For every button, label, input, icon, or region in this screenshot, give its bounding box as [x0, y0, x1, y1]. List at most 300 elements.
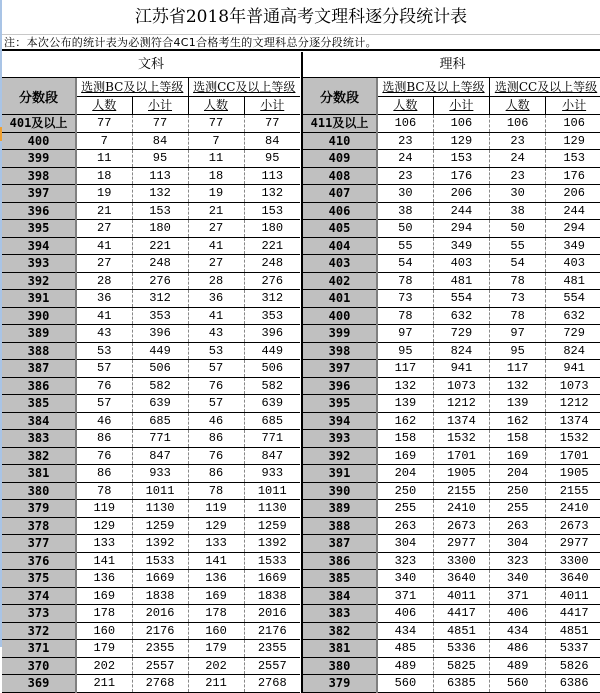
cc-count-cell: 55 — [490, 237, 546, 255]
bc-count-cell: 76 — [76, 447, 132, 465]
score-segment-cell: 390 — [2, 307, 76, 325]
bc-subtotal-cell: 176 — [433, 167, 489, 185]
table-row — [303, 465, 600, 483]
score-segment-cell: 386 — [2, 377, 76, 395]
bc-count-cell: 28 — [76, 272, 132, 290]
table-row — [303, 360, 600, 378]
bc-count-cell: 18 — [76, 167, 132, 185]
cc-subtotal-cell: 1669 — [244, 570, 300, 588]
table-row — [2, 535, 300, 553]
bc-count-cell: 169 — [76, 587, 132, 605]
score-segment-cell: 396 — [2, 202, 76, 220]
table-row — [2, 150, 300, 168]
table-row — [2, 132, 300, 150]
bc-subtotal-cell: 129 — [433, 132, 489, 150]
cc-subtotal-cell: 106 — [546, 115, 600, 133]
cc-subtotal-cell: 180 — [244, 220, 300, 238]
cc-subtotal-cell: 6386 — [546, 675, 600, 693]
table-row — [2, 377, 300, 395]
table-row — [303, 552, 600, 570]
bc-subtotal-cell: 349 — [433, 237, 489, 255]
cc-count-cell: 27 — [188, 255, 244, 273]
bc-count-cell: 119 — [76, 500, 132, 518]
subtotal-header: 小计 — [433, 97, 489, 115]
bc-subtotal-cell: 221 — [132, 237, 188, 255]
score-segment-cell: 388 — [303, 517, 377, 535]
cc-count-cell: 304 — [490, 535, 546, 553]
cc-subtotal-cell: 248 — [244, 255, 300, 273]
cc-subtotal-cell: 1259 — [244, 517, 300, 535]
table-row — [303, 220, 600, 238]
score-segment-cell: 371 — [2, 640, 76, 658]
table-row — [303, 605, 600, 623]
score-segment-header: 分数段 — [2, 78, 76, 115]
score-segment-cell: 373 — [2, 605, 76, 623]
cc-subtotal-cell: 1374 — [546, 412, 600, 430]
score-segment-cell: 369 — [2, 675, 76, 693]
cc-subtotal-cell: 84 — [244, 132, 300, 150]
subtotal-header: 小计 — [244, 97, 300, 115]
table-note: 注：本次公布的统计表为必测符合4C1合格考生的文理科总分逐分段统计。 — [2, 34, 600, 51]
cc-subtotal-cell: 294 — [546, 220, 600, 238]
score-segment-cell: 380 — [303, 657, 377, 675]
table-row — [2, 465, 300, 483]
score-segment-cell: 370 — [2, 657, 76, 675]
cc-subtotal-cell: 1838 — [244, 587, 300, 605]
cc-subtotal-cell: 4851 — [546, 622, 600, 640]
cc-count-cell: 50 — [490, 220, 546, 238]
cc-count-cell: 54 — [490, 255, 546, 273]
cc-count-cell: 23 — [490, 132, 546, 150]
group-bc-header: 选测BC及以上等级 — [76, 78, 188, 97]
table-row — [2, 185, 300, 203]
bc-subtotal-cell: 639 — [132, 395, 188, 413]
bc-subtotal-cell: 153 — [132, 202, 188, 220]
bc-count-cell: 54 — [377, 255, 433, 273]
cc-count-cell: 53 — [188, 342, 244, 360]
table-row — [303, 430, 600, 448]
bc-count-cell: 57 — [76, 360, 132, 378]
cc-subtotal-cell: 95 — [244, 150, 300, 168]
bc-subtotal-cell: 2768 — [132, 675, 188, 693]
table-row — [2, 587, 300, 605]
cc-count-cell: 77 — [188, 115, 244, 133]
cc-subtotal-cell: 1212 — [546, 395, 600, 413]
cc-count-cell: 255 — [490, 500, 546, 518]
cc-subtotal-cell: 685 — [244, 412, 300, 430]
cc-subtotal-cell: 153 — [244, 202, 300, 220]
group-bc-header: 选测BC及以上等级 — [377, 78, 490, 97]
wenke-title: 文科 — [2, 52, 300, 78]
table-row — [2, 167, 300, 185]
bc-subtotal-cell: 312 — [132, 290, 188, 308]
cc-subtotal-cell: 353 — [244, 307, 300, 325]
score-segment-cell: 384 — [303, 587, 377, 605]
score-segment-cell: 396 — [303, 377, 377, 395]
score-segment-cell: 399 — [2, 150, 76, 168]
cc-subtotal-cell: 824 — [546, 342, 600, 360]
bc-count-cell: 27 — [76, 255, 132, 273]
bc-count-cell: 30 — [377, 185, 433, 203]
bc-count-cell: 434 — [377, 622, 433, 640]
score-segment-cell: 382 — [303, 622, 377, 640]
bc-subtotal-cell: 4851 — [433, 622, 489, 640]
cc-count-cell: 132 — [490, 377, 546, 395]
score-segment-cell: 381 — [303, 640, 377, 658]
bc-count-cell: 23 — [377, 167, 433, 185]
score-segment-cell: 381 — [2, 465, 76, 483]
bc-count-cell: 73 — [377, 290, 433, 308]
table-row — [303, 377, 600, 395]
bc-subtotal-cell: 2410 — [433, 500, 489, 518]
bc-count-cell: 406 — [377, 605, 433, 623]
table-row — [2, 272, 300, 290]
group-cc-header: 选测CC及以上等级 — [188, 78, 300, 97]
cc-subtotal-cell: 1701 — [546, 447, 600, 465]
bc-count-cell: 263 — [377, 517, 433, 535]
bc-subtotal-cell: 5336 — [433, 640, 489, 658]
bc-count-cell: 162 — [377, 412, 433, 430]
bc-subtotal-cell: 294 — [433, 220, 489, 238]
table-row — [2, 202, 300, 220]
cc-count-cell: 86 — [188, 430, 244, 448]
table-row — [303, 167, 600, 185]
bc-count-cell: 77 — [76, 115, 132, 133]
cc-count-cell: 133 — [188, 535, 244, 553]
score-segment-cell: 375 — [2, 570, 76, 588]
bc-subtotal-cell: 353 — [132, 307, 188, 325]
score-segment-cell: 405 — [303, 220, 377, 238]
score-segment-cell: 380 — [2, 482, 76, 500]
cc-subtotal-cell: 3300 — [546, 552, 600, 570]
bc-count-cell: 41 — [76, 237, 132, 255]
wenke-rows — [2, 115, 300, 693]
score-segment-cell: 404 — [303, 237, 377, 255]
cc-count-cell: 86 — [188, 465, 244, 483]
cc-count-cell: 23 — [490, 167, 546, 185]
score-segment-cell: 382 — [2, 447, 76, 465]
cc-count-cell: 97 — [490, 325, 546, 343]
score-segment-cell: 393 — [2, 255, 76, 273]
cc-count-cell: 169 — [490, 447, 546, 465]
bc-count-cell: 202 — [76, 657, 132, 675]
cc-count-cell: 38 — [490, 202, 546, 220]
bc-subtotal-cell: 403 — [433, 255, 489, 273]
bc-subtotal-cell: 632 — [433, 307, 489, 325]
score-segment-cell: 377 — [2, 535, 76, 553]
cc-subtotal-cell: 1392 — [244, 535, 300, 553]
score-segment-cell: 392 — [303, 447, 377, 465]
cc-count-cell: 162 — [490, 412, 546, 430]
bc-count-cell: 250 — [377, 482, 433, 500]
bc-subtotal-cell: 106 — [433, 115, 489, 133]
score-segment-cell: 390 — [303, 482, 377, 500]
score-segment-cell: 391 — [2, 290, 76, 308]
bc-subtotal-cell: 1701 — [433, 447, 489, 465]
cc-subtotal-cell: 5826 — [546, 657, 600, 675]
score-segment-header: 分数段 — [303, 78, 377, 115]
score-segment-cell: 402 — [303, 272, 377, 290]
score-segment-cell: 393 — [303, 430, 377, 448]
bc-count-cell: 53 — [76, 342, 132, 360]
bc-count-cell: 43 — [76, 325, 132, 343]
cc-subtotal-cell: 1073 — [546, 377, 600, 395]
table-row — [303, 395, 600, 413]
table-row — [303, 412, 600, 430]
bc-subtotal-cell: 153 — [433, 150, 489, 168]
score-segment-cell: 406 — [303, 202, 377, 220]
bc-subtotal-cell: 941 — [433, 360, 489, 378]
bc-count-cell: 19 — [76, 185, 132, 203]
cc-count-cell: 76 — [188, 447, 244, 465]
table-row — [303, 622, 600, 640]
bc-subtotal-cell: 824 — [433, 342, 489, 360]
table-row — [2, 517, 300, 535]
bc-subtotal-cell: 132 — [132, 185, 188, 203]
bc-subtotal-cell: 1130 — [132, 500, 188, 518]
bc-subtotal-cell: 248 — [132, 255, 188, 273]
cc-subtotal-cell: 2768 — [244, 675, 300, 693]
cc-count-cell: 211 — [188, 675, 244, 693]
bc-count-cell: 139 — [377, 395, 433, 413]
bc-count-cell: 132 — [377, 377, 433, 395]
wenke-table — [2, 78, 300, 693]
cc-subtotal-cell: 244 — [546, 202, 600, 220]
count-header: 人数 — [76, 97, 132, 115]
cc-count-cell: 24 — [490, 150, 546, 168]
score-segment-cell: 395 — [2, 220, 76, 238]
table-row — [2, 307, 300, 325]
bc-subtotal-cell: 2355 — [132, 640, 188, 658]
cc-count-cell: 204 — [490, 465, 546, 483]
bc-count-cell: 179 — [76, 640, 132, 658]
score-segment-cell: 379 — [2, 500, 76, 518]
cc-count-cell: 78 — [490, 307, 546, 325]
score-segment-cell: 403 — [303, 255, 377, 273]
cc-count-cell: 11 — [188, 150, 244, 168]
cc-count-cell: 129 — [188, 517, 244, 535]
score-segment-cell: 409 — [303, 150, 377, 168]
cc-subtotal-cell: 632 — [546, 307, 600, 325]
score-segment-cell: 383 — [303, 605, 377, 623]
cc-subtotal-cell: 1011 — [244, 482, 300, 500]
bc-subtotal-cell: 1532 — [433, 430, 489, 448]
score-segment-cell: 388 — [2, 342, 76, 360]
table-row — [2, 430, 300, 448]
table-row — [303, 325, 600, 343]
like-table — [303, 78, 600, 693]
score-segment-cell: 391 — [303, 465, 377, 483]
bc-subtotal-cell: 1669 — [132, 570, 188, 588]
bc-subtotal-cell: 5825 — [433, 657, 489, 675]
bc-subtotal-cell: 1838 — [132, 587, 188, 605]
table-row — [2, 605, 300, 623]
table-row — [2, 640, 300, 658]
bc-count-cell: 78 — [76, 482, 132, 500]
bc-count-cell: 106 — [377, 115, 433, 133]
score-segment-cell: 389 — [303, 500, 377, 518]
table-row — [2, 482, 300, 500]
bc-subtotal-cell: 1392 — [132, 535, 188, 553]
cc-count-cell: 78 — [188, 482, 244, 500]
bc-count-cell: 129 — [76, 517, 132, 535]
cc-count-cell: 36 — [188, 290, 244, 308]
cc-count-cell: 560 — [490, 675, 546, 693]
cc-count-cell: 139 — [490, 395, 546, 413]
bc-subtotal-cell: 506 — [132, 360, 188, 378]
cc-subtotal-cell: 2016 — [244, 605, 300, 623]
table-row — [303, 290, 600, 308]
cc-count-cell: 7 — [188, 132, 244, 150]
cc-subtotal-cell: 4417 — [546, 605, 600, 623]
table-row — [2, 325, 300, 343]
bc-count-cell: 485 — [377, 640, 433, 658]
score-segment-cell: 384 — [2, 412, 76, 430]
cc-subtotal-cell: 847 — [244, 447, 300, 465]
cc-subtotal-cell: 113 — [244, 167, 300, 185]
cc-subtotal-cell: 396 — [244, 325, 300, 343]
bc-subtotal-cell: 847 — [132, 447, 188, 465]
table-row — [2, 115, 300, 133]
bc-count-cell: 23 — [377, 132, 433, 150]
cc-subtotal-cell: 349 — [546, 237, 600, 255]
bc-subtotal-cell: 1073 — [433, 377, 489, 395]
bc-subtotal-cell: 2176 — [132, 622, 188, 640]
cc-subtotal-cell: 312 — [244, 290, 300, 308]
cc-count-cell: 371 — [490, 587, 546, 605]
wenke-panel — [2, 52, 300, 693]
score-segment-cell: 400 — [303, 307, 377, 325]
bc-subtotal-cell: 1259 — [132, 517, 188, 535]
bc-count-cell: 304 — [377, 535, 433, 553]
bc-subtotal-cell: 1011 — [132, 482, 188, 500]
bc-count-cell: 86 — [76, 430, 132, 448]
score-segment-cell: 385 — [303, 570, 377, 588]
cc-count-cell: 41 — [188, 237, 244, 255]
bc-count-cell: 340 — [377, 570, 433, 588]
cc-subtotal-cell: 1533 — [244, 552, 300, 570]
table-row — [303, 255, 600, 273]
bc-count-cell: 11 — [76, 150, 132, 168]
cc-count-cell: 178 — [188, 605, 244, 623]
bc-count-cell: 97 — [377, 325, 433, 343]
bc-count-cell: 133 — [76, 535, 132, 553]
table-row — [303, 535, 600, 553]
bc-subtotal-cell: 554 — [433, 290, 489, 308]
score-segment-cell: 401及以上 — [2, 115, 76, 133]
cc-count-cell: 106 — [490, 115, 546, 133]
table-row — [2, 360, 300, 378]
score-segment-cell: 383 — [2, 430, 76, 448]
cc-count-cell: 43 — [188, 325, 244, 343]
cc-subtotal-cell: 771 — [244, 430, 300, 448]
table-row — [2, 552, 300, 570]
bc-count-cell: 211 — [76, 675, 132, 693]
table-row — [303, 115, 600, 133]
table-row — [303, 132, 600, 150]
bc-count-cell: 86 — [76, 465, 132, 483]
cc-subtotal-cell: 2673 — [546, 517, 600, 535]
bc-subtotal-cell: 113 — [132, 167, 188, 185]
bc-count-cell: 255 — [377, 500, 433, 518]
cc-count-cell: 158 — [490, 430, 546, 448]
bc-subtotal-cell: 95 — [132, 150, 188, 168]
bc-count-cell: 27 — [76, 220, 132, 238]
table-row — [2, 290, 300, 308]
table-row — [303, 517, 600, 535]
bc-count-cell: 78 — [377, 307, 433, 325]
cc-count-cell: 486 — [490, 640, 546, 658]
bc-count-cell: 117 — [377, 360, 433, 378]
cc-count-cell: 117 — [490, 360, 546, 378]
table-row — [303, 640, 600, 658]
cc-subtotal-cell: 1905 — [546, 465, 600, 483]
table-row — [303, 447, 600, 465]
table-row — [303, 657, 600, 675]
bc-count-cell: 489 — [377, 657, 433, 675]
table-row — [303, 500, 600, 518]
bc-subtotal-cell: 1905 — [433, 465, 489, 483]
cc-subtotal-cell: 2410 — [546, 500, 600, 518]
score-segment-cell: 387 — [303, 535, 377, 553]
score-segment-cell: 374 — [2, 587, 76, 605]
table-row — [303, 675, 600, 693]
cc-count-cell: 73 — [490, 290, 546, 308]
page-title: 江苏省2018年普通高考文理科逐分段统计表 — [2, 0, 600, 35]
bc-count-cell: 21 — [76, 202, 132, 220]
cc-count-cell: 27 — [188, 220, 244, 238]
bc-count-cell: 160 — [76, 622, 132, 640]
cc-count-cell: 76 — [188, 377, 244, 395]
bc-count-cell: 371 — [377, 587, 433, 605]
table-row — [2, 395, 300, 413]
bc-subtotal-cell: 3640 — [433, 570, 489, 588]
bc-count-cell: 38 — [377, 202, 433, 220]
bc-count-cell: 323 — [377, 552, 433, 570]
cc-count-cell: 30 — [490, 185, 546, 203]
cc-subtotal-cell: 639 — [244, 395, 300, 413]
cc-subtotal-cell: 506 — [244, 360, 300, 378]
cc-subtotal-cell: 153 — [546, 150, 600, 168]
cc-count-cell: 57 — [188, 395, 244, 413]
cc-subtotal-cell: 1532 — [546, 430, 600, 448]
like-panel — [301, 52, 600, 693]
cc-count-cell: 250 — [490, 482, 546, 500]
score-segment-cell: 385 — [2, 395, 76, 413]
bc-count-cell: 204 — [377, 465, 433, 483]
cc-subtotal-cell: 2977 — [546, 535, 600, 553]
score-segment-cell: 397 — [2, 185, 76, 203]
cc-subtotal-cell: 2557 — [244, 657, 300, 675]
score-segment-cell: 410 — [303, 132, 377, 150]
count-header: 人数 — [490, 97, 546, 115]
table-row — [303, 587, 600, 605]
cc-count-cell: 202 — [188, 657, 244, 675]
table-row — [303, 150, 600, 168]
cc-subtotal-cell: 206 — [546, 185, 600, 203]
cc-subtotal-cell: 3640 — [546, 570, 600, 588]
score-segment-cell: 407 — [303, 185, 377, 203]
cc-subtotal-cell: 2355 — [244, 640, 300, 658]
table-row — [303, 237, 600, 255]
subtotal-header: 小计 — [546, 97, 600, 115]
group-cc-header: 选测CC及以上等级 — [490, 78, 600, 97]
score-segment-cell: 392 — [2, 272, 76, 290]
cc-subtotal-cell: 449 — [244, 342, 300, 360]
cc-subtotal-cell: 933 — [244, 465, 300, 483]
table-row — [2, 500, 300, 518]
cc-count-cell: 136 — [188, 570, 244, 588]
